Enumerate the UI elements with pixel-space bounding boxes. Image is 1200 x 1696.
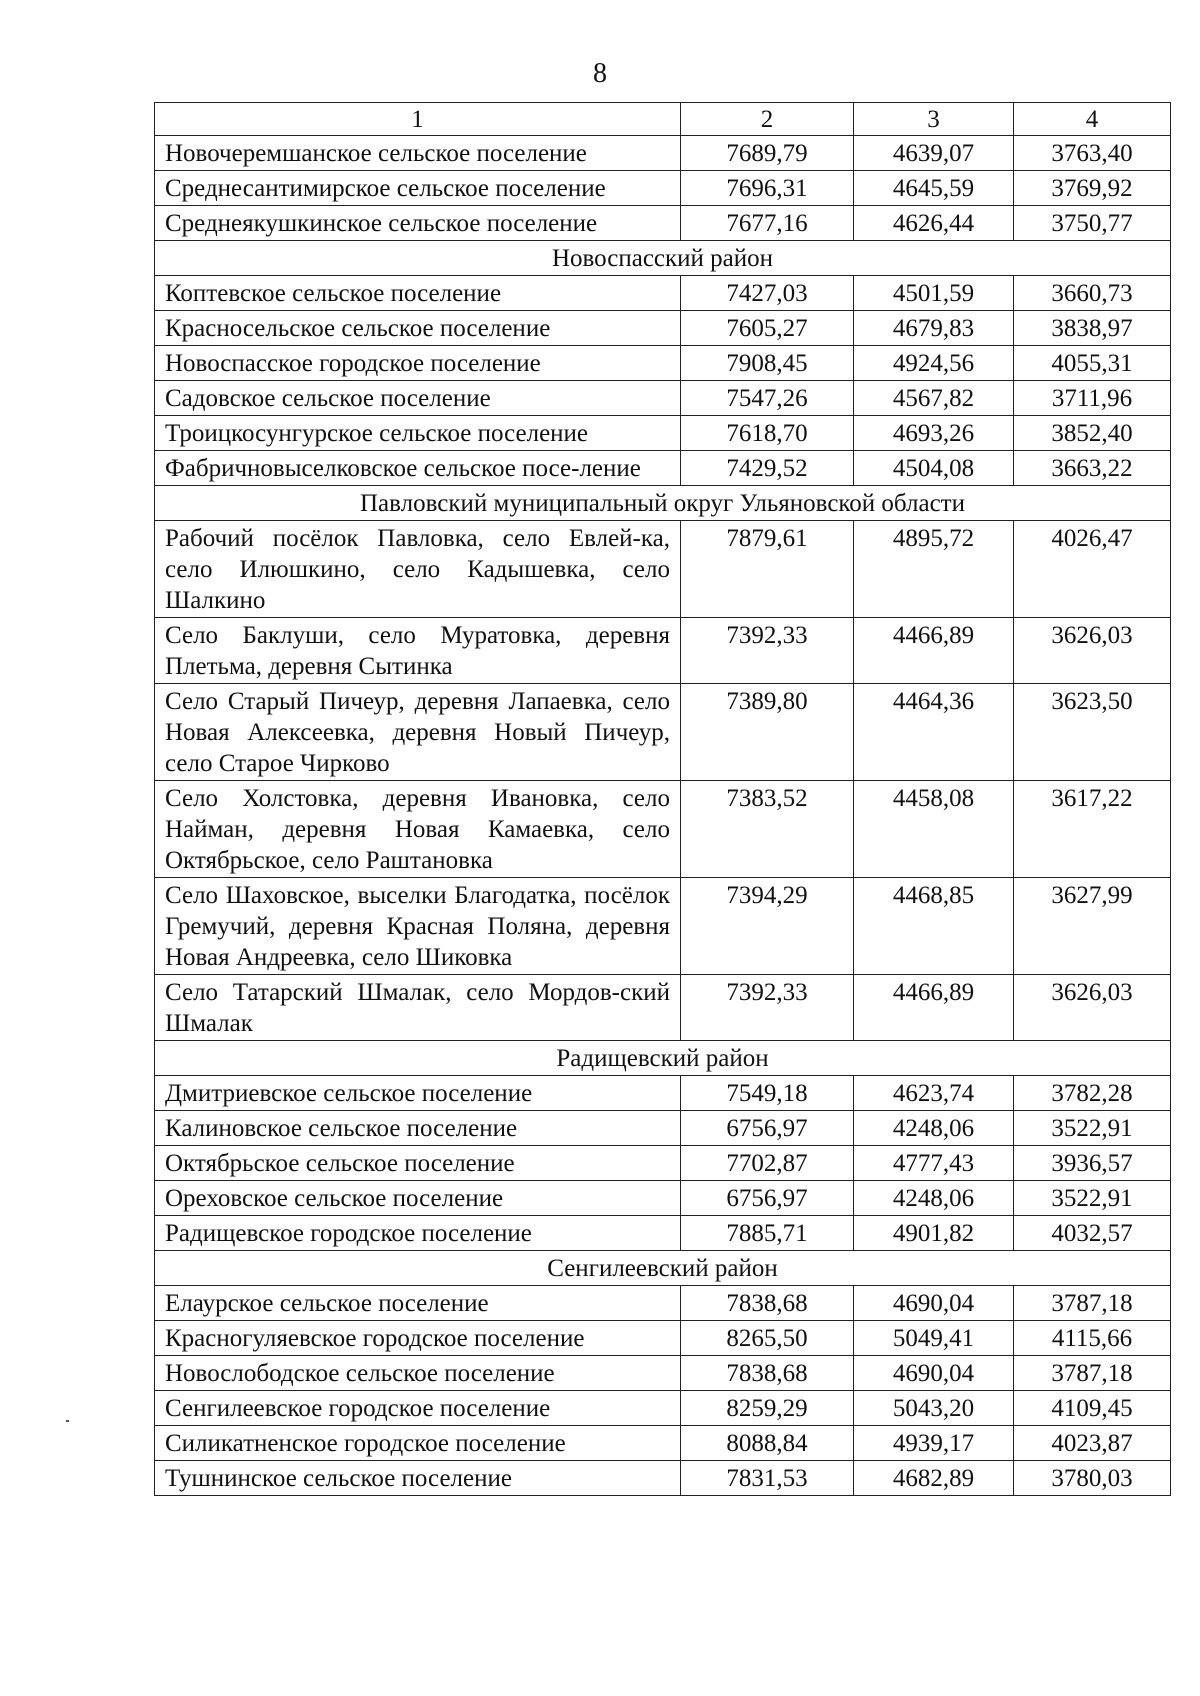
value-col3-cell: 4924,56 [854,346,1014,381]
value-col2-cell: 7547,26 [681,381,854,416]
value-col2-cell: 7702,87 [681,1146,854,1181]
settlement-name-cell: Садовское сельское поселение [155,381,681,416]
value-col4-cell: 3763,40 [1014,136,1171,171]
value-col2-cell: 7549,18 [681,1076,854,1111]
value-col4-cell: 4115,66 [1014,1321,1171,1356]
section-title: Сенгилеевский район [155,1251,1171,1286]
value-col2-cell: 7838,68 [681,1286,854,1321]
value-col2-cell: 7605,27 [681,311,854,346]
column-header-2: 2 [681,103,854,136]
settlement-name-cell: Село Старый Пичеур, деревня Лапаевка, село Новая Алексеевка, деревня Новый Пичеур, село Старое Чирково [155,684,681,781]
table-row [155,381,1171,416]
value-col2-cell: 7392,33 [681,618,854,684]
value-col3-cell: 4458,08 [854,781,1014,878]
section-row [155,241,1171,276]
value-col3-cell: 4693,26 [854,416,1014,451]
settlement-name-cell: Новослободское сельское поселение [155,1356,681,1391]
settlement-name-cell: Дмитриевское сельское поселение [155,1076,681,1111]
value-col4-cell: 3782,28 [1014,1076,1171,1111]
table-row [155,1286,1171,1321]
value-col3-cell: 4639,07 [854,136,1014,171]
settlement-name-cell: Село Баклуши, село Муратовка, деревня Плетьма, деревня Сытинка [155,618,681,684]
section-title: Радищевский район [155,1041,1171,1076]
value-col3-cell: 4248,06 [854,1111,1014,1146]
table-row [155,781,1171,878]
value-col2-cell: 7677,16 [681,206,854,241]
table-row [155,1216,1171,1251]
section-row [155,1041,1171,1076]
value-col4-cell: 3936,57 [1014,1146,1171,1181]
value-col3-cell: 4682,89 [854,1461,1014,1496]
value-col2-cell: 8265,50 [681,1321,854,1356]
value-col2-cell: 7383,52 [681,781,854,878]
value-col2-cell: 8088,84 [681,1426,854,1461]
settlement-name-cell: Троицкосунгурское сельское поселение [155,416,681,451]
value-col4-cell: 3750,77 [1014,206,1171,241]
table-row [155,1321,1171,1356]
settlement-name-cell: Фабричновыселковское сельское посе-ление [155,451,681,486]
table-row [155,171,1171,206]
value-col3-cell: 4690,04 [854,1286,1014,1321]
value-col4-cell: 3787,18 [1014,1356,1171,1391]
value-col4-cell: 3711,96 [1014,381,1171,416]
settlement-name-cell: Сенгилеевское городское поселение [155,1391,681,1426]
settlement-name-cell: Калиновское сельское поселение [155,1111,681,1146]
settlement-name-cell: Радищевское городское поселение [155,1216,681,1251]
value-col4-cell: 3787,18 [1014,1286,1171,1321]
value-col3-cell: 4464,36 [854,684,1014,781]
value-col2-cell: 6756,97 [681,1181,854,1216]
value-col3-cell: 4501,59 [854,276,1014,311]
table-header-row [155,103,1171,136]
table-row [155,618,1171,684]
settlement-name-cell: Ореховское сельское поселение [155,1181,681,1216]
value-col3-cell: 4466,89 [854,975,1014,1041]
value-col3-cell: 4567,82 [854,381,1014,416]
settlement-name-cell: Село Холстовка, деревня Ивановка, село Найман, деревня Новая Камаевка, село Октябрьское, село Раштановка [155,781,681,878]
column-header-1: 1 [155,103,681,136]
settlement-name-cell: Новочеремшанское сельское поселение [155,136,681,171]
table-row [155,975,1171,1041]
value-col3-cell: 4248,06 [854,1181,1014,1216]
table-row [155,1461,1171,1496]
table-row [155,206,1171,241]
value-col3-cell: 4901,82 [854,1216,1014,1251]
table-row [155,416,1171,451]
table-row [155,276,1171,311]
value-col3-cell: 4468,85 [854,878,1014,975]
value-col4-cell: 3627,99 [1014,878,1171,975]
settlement-name-cell: Рабочий посёлок Павловка, село Евлей-ка, село Илюшкино, село Кадышевка, село Шалкино [155,521,681,618]
value-col4-cell: 3780,03 [1014,1461,1171,1496]
value-col2-cell: 7427,03 [681,276,854,311]
value-col4-cell: 4032,57 [1014,1216,1171,1251]
section-title: Новоспасский район [155,241,1171,276]
value-col2-cell: 6756,97 [681,1111,854,1146]
value-col3-cell: 4895,72 [854,521,1014,618]
value-col3-cell: 4645,59 [854,171,1014,206]
value-col3-cell: 4679,83 [854,311,1014,346]
value-col2-cell: 7696,31 [681,171,854,206]
section-row [155,486,1171,521]
value-col3-cell: 4777,43 [854,1146,1014,1181]
value-col4-cell: 3852,40 [1014,416,1171,451]
value-col4-cell: 3769,92 [1014,171,1171,206]
value-col3-cell: 4626,44 [854,206,1014,241]
value-col2-cell: 7831,53 [681,1461,854,1496]
value-col4-cell: 4023,87 [1014,1426,1171,1461]
table-row [155,1426,1171,1461]
value-col3-cell: 4690,04 [854,1356,1014,1391]
settlement-name-cell: Октябрьское сельское поселение [155,1146,681,1181]
scan-speck [66,1420,69,1422]
table-row [155,136,1171,171]
table-row [155,451,1171,486]
settlement-name-cell: Красногуляевское городское поселение [155,1321,681,1356]
settlement-name-cell: Елаурское сельское поселение [155,1286,681,1321]
data-table [154,102,1171,1496]
settlement-name-cell: Село Шаховское, выселки Благодатка, посёлок Гремучий, деревня Красная Поляна, деревня Новая Андреевка, село Шиковка [155,878,681,975]
table-row [155,684,1171,781]
value-col4-cell: 3617,22 [1014,781,1171,878]
table-row [155,878,1171,975]
value-col3-cell: 4939,17 [854,1426,1014,1461]
settlement-name-cell: Коптевское сельское поселение [155,276,681,311]
value-col4-cell: 3663,22 [1014,451,1171,486]
value-col4-cell: 3522,91 [1014,1111,1171,1146]
value-col2-cell: 7429,52 [681,451,854,486]
section-title: Павловский муниципальный округ Ульяновской области [155,486,1171,521]
value-col3-cell: 4466,89 [854,618,1014,684]
value-col2-cell: 7879,61 [681,521,854,618]
value-col2-cell: 7394,29 [681,878,854,975]
value-col2-cell: 8259,29 [681,1391,854,1426]
page-number: 8 [593,58,607,89]
table-row [155,521,1171,618]
value-col3-cell: 4504,08 [854,451,1014,486]
value-col2-cell: 7389,80 [681,684,854,781]
value-col2-cell: 7838,68 [681,1356,854,1391]
value-col4-cell: 3522,91 [1014,1181,1171,1216]
column-header-4: 4 [1014,103,1171,136]
value-col2-cell: 7392,33 [681,975,854,1041]
value-col4-cell: 3660,73 [1014,276,1171,311]
value-col4-cell: 4109,45 [1014,1391,1171,1426]
value-col2-cell: 7689,79 [681,136,854,171]
value-col2-cell: 7908,45 [681,346,854,381]
table-row [155,1111,1171,1146]
table-row [155,1356,1171,1391]
settlement-name-cell: Новоспасское городское поселение [155,346,681,381]
settlement-name-cell: Среднеякушкинское сельское поселение [155,206,681,241]
settlement-name-cell: Красносельское сельское поселение [155,311,681,346]
value-col4-cell: 4026,47 [1014,521,1171,618]
column-header-3: 3 [854,103,1014,136]
settlement-name-cell: Силикатненское городское поселение [155,1426,681,1461]
section-row [155,1251,1171,1286]
settlement-name-cell: Тушнинское сельское поселение [155,1461,681,1496]
table-body [155,136,1171,1496]
value-col3-cell: 5049,41 [854,1321,1014,1356]
value-col2-cell: 7885,71 [681,1216,854,1251]
value-col3-cell: 4623,74 [854,1076,1014,1111]
value-col4-cell: 4055,31 [1014,346,1171,381]
table-row [155,1181,1171,1216]
value-col3-cell: 5043,20 [854,1391,1014,1426]
table-row [155,346,1171,381]
value-col2-cell: 7618,70 [681,416,854,451]
settlement-name-cell: Село Татарский Шмалак, село Мордов-ский Шмалак [155,975,681,1041]
value-col4-cell: 3626,03 [1014,975,1171,1041]
value-col4-cell: 3838,97 [1014,311,1171,346]
table-row [155,1391,1171,1426]
table-row [155,311,1171,346]
table-row [155,1146,1171,1181]
value-col4-cell: 3623,50 [1014,684,1171,781]
value-col4-cell: 3626,03 [1014,618,1171,684]
settlement-name-cell: Среднесантимирское сельское поселение [155,171,681,206]
table-row [155,1076,1171,1111]
